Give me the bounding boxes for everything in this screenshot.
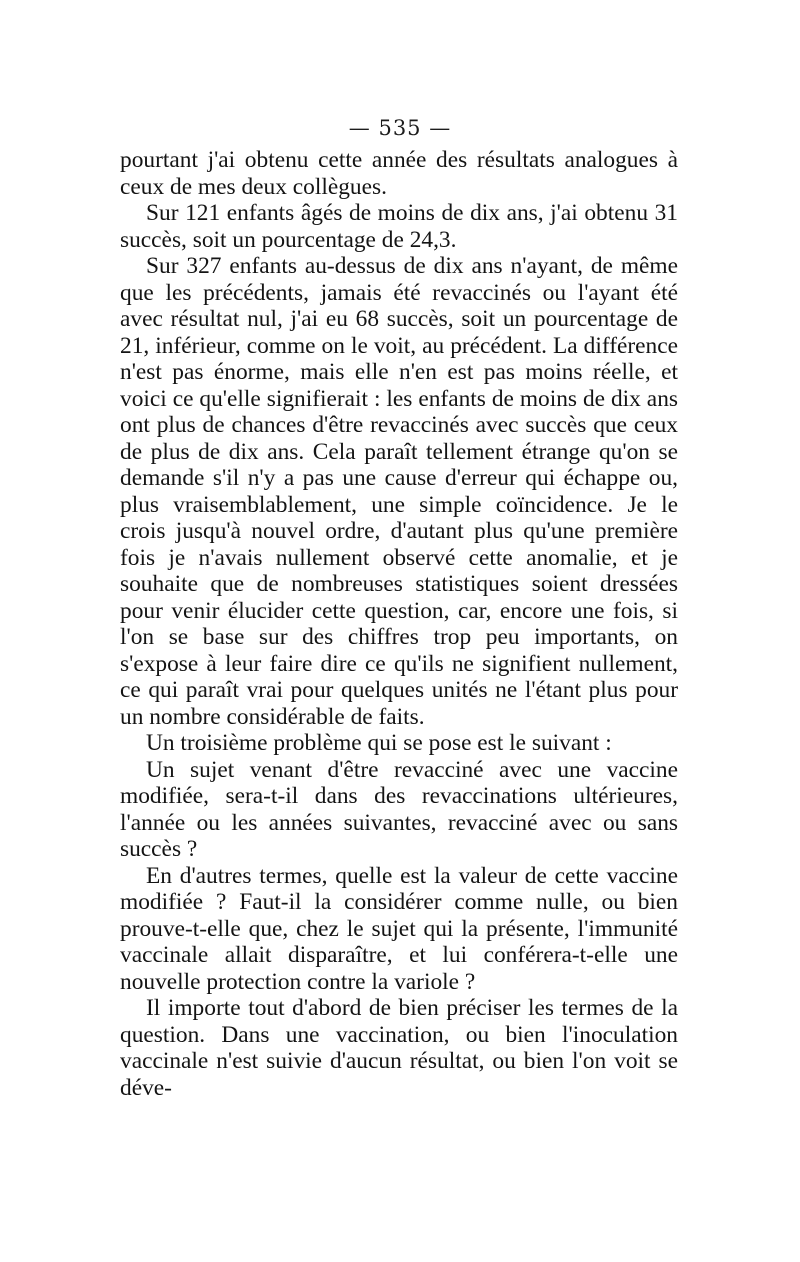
- body-text: [120, 147, 678, 1101]
- paragraph: Un troisième problème qui se pose est le suivant :: [146, 730, 612, 756]
- paragraph: Il importe tout d'abord de bien préciser les termes de la question. Dans une vaccination, ou bien l'inoculation vaccinale n'est suivie d'aucun résultat, ou bien l'on voit se déve-: [120, 995, 678, 1101]
- page-number: — 535 —: [348, 116, 452, 140]
- paragraph: Un sujet venant d'être revacciné avec une vaccine modifiée, sera-t-il dans des revaccinations ultérieures, l'année ou les années suivantes, revacciné avec ou sans succès ?: [120, 756, 678, 862]
- paragraph: Sur 121 enfants âgés de moins de dix ans, j'ai obtenu 31 succès, soit un pourcentage de 24,3.: [120, 200, 678, 253]
- paragraph-continuation: pourtant j'ai obtenu cette année des résultats analogues à ceux de mes deux collègues.: [120, 147, 678, 200]
- paragraph: En d'autres termes, quelle est la valeur de cette vaccine modifiée ? Faut-il la considérer comme nulle, ou bien prouve-t-elle que, chez le sujet qui la présente, l'immunité vaccinale allait disparaître, et lui conférera-t-elle une nouvelle protection contre la variole ?: [120, 862, 678, 995]
- paragraph: Sur 327 enfants au-dessus de dix ans n'ayant, de même que les précédents, jamais été revaccinés ou l'ayant été avec résultat nul, j'ai eu 68 succès, soit un pourcentage de 21, inférieur, comme on le voit, au précédent. La différence n'est pas énorme, mais elle n'en est pas moins réelle, et voici ce qu'elle signifierait : les enfants de moins de dix ans ont plus de chances d'être revaccinés avec succès que ceux de plus de dix ans. Cela paraît tellement étrange qu'on se demande s'il n'y a pas une cause d'erreur qui échappe ou, plus vraisemblablement, une simple coïncidence. Je le crois jusqu'à nouvel ordre, d'autant plus qu'une première fois je n'avais nullement observé cette anomalie, et je souhaite que de nombreuses statistiques soient dressées pour venir élucider cette question, car, encore une fois, si l'on se base sur des chiffres trop peu importants, on s'expose à leur faire dire ce qu'ils ne signifient nullement, ce qui paraît vrai pour quelques unités ne l'étant plus pour un nombre considérable de faits.: [120, 253, 678, 730]
